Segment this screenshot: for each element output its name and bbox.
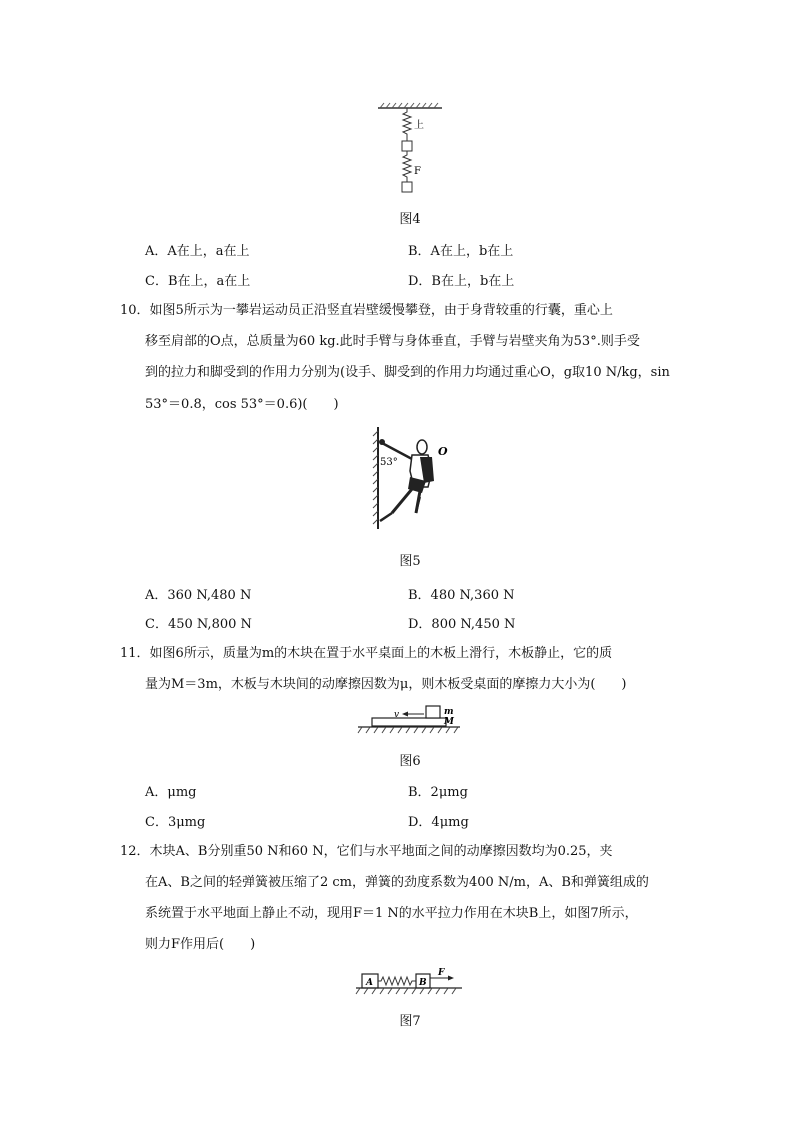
figure-7-caption: 图7 (399, 1014, 421, 1029)
q11-option-b: B．2μmg (408, 785, 468, 800)
fig6-m-label: m (444, 707, 454, 717)
q12-line-2: 在A、B之间的轻弹簧被压缩了2 cm，弹簧的劲度系数为400 N/m，A、B和弹簧组成的 (145, 875, 649, 890)
fig4-option-a: A．A在上，a在上 (145, 244, 250, 259)
q10-option-b: B．480 N,360 N (408, 588, 515, 603)
q10-line-3: 到的拉力和脚受到的作用力分别为(设手、脚受到的作用力均通过重心O，g取10 N/kg，sin (145, 365, 670, 380)
fig5-point-label: O (438, 445, 448, 458)
fig7-A-label: A (366, 978, 373, 988)
fig4-option-d: D．B在上，b在上 (408, 274, 515, 289)
q10-option-a: A．360 N,480 N (145, 588, 252, 603)
q12-line-1: 12．木块A、B分别重50 N和60 N，它们与水平地面之间的动摩擦因数均为0.25，夹 (120, 844, 613, 859)
q10-option-d: D．800 N,450 N (408, 617, 516, 632)
fig6-M-label: M (444, 717, 454, 727)
figure-4-caption: 图4 (399, 212, 421, 227)
figure-7-blocks-spring (354, 966, 468, 998)
q10-line-1: 10．如图5所示为一攀岩运动员正沿竖直岩壁缓慢攀登，由于身背较重的行囊，重心上 (120, 303, 613, 318)
fig4-option-b: B．A在上，b在上 (408, 244, 514, 259)
fig4-lower-label: F (414, 166, 421, 177)
q12-line-4: 则力F作用后( ) (145, 937, 256, 952)
q11-option-a: A．μmg (145, 785, 197, 800)
fig6-v-label: v (394, 710, 400, 720)
figure-5-climber (368, 425, 458, 535)
q11-option-d: D．4μmg (408, 815, 469, 830)
q10-line-4: 53°＝0.8，cos 53°＝0.6)( ) (145, 397, 339, 412)
fig7-F-label: F (438, 968, 445, 978)
q11-line-1: 11．如图6所示，质量为m的木块在置于水平桌面上的木板上滑行，木板静止，它的质 (120, 646, 613, 661)
q11-option-c: C．3μmg (145, 815, 206, 830)
figure-5-caption: 图5 (399, 554, 421, 569)
fig4-option-c: C．B在上，a在上 (145, 274, 251, 289)
q11-line-2: 量为M＝3m，木板与木块间的动摩擦因数为μ，则木板受桌面的摩擦力大小为( ) (145, 677, 627, 692)
figure-6-caption: 图6 (399, 754, 421, 769)
q10-line-2: 移至肩部的O点，总质量为60 kg.此时手臂与身体垂直，手臂与岩壁夹角为53°.则手受 (145, 334, 640, 349)
fig4-upper-label: 上 (414, 120, 424, 131)
q12-line-3: 系统置于水平地面上静止不动，现用F＝1 N的水平拉力作用在木块B上，如图7所示， (145, 906, 638, 921)
figure-6-board-block (356, 702, 466, 738)
fig7-B-label: B (419, 978, 427, 988)
fig5-angle-label: 53° (380, 457, 398, 468)
figure-4-spring-diagram (370, 100, 460, 196)
q10-option-c: C．450 N,800 N (145, 617, 252, 632)
